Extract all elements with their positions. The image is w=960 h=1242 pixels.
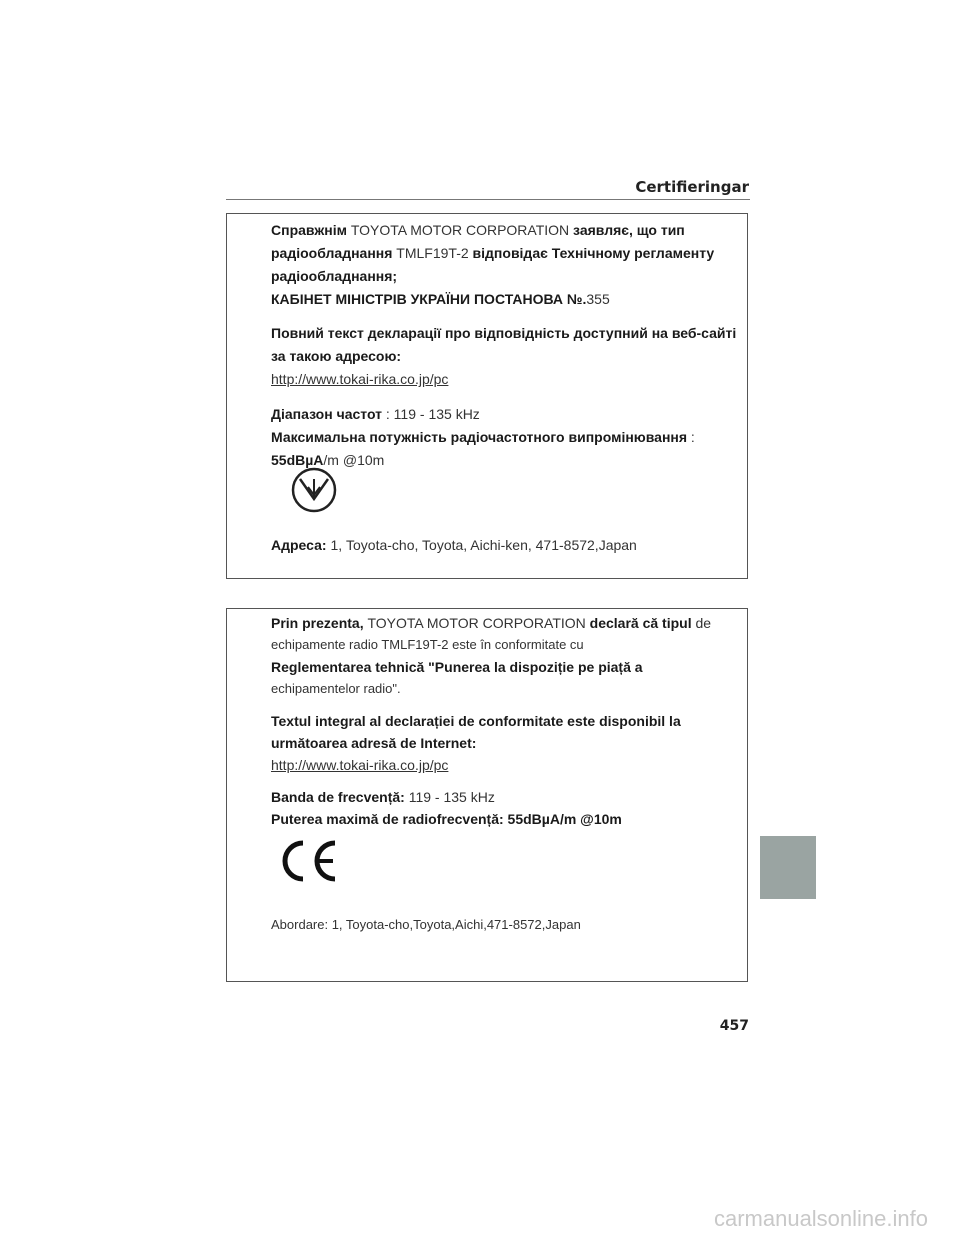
ro-line-1: Prin prezenta, TOYOTA MOTOR CORPORATION declară că tipul de — [271, 615, 712, 631]
ua-line-2: радіообладнання TMLF19T-2 відповідає Технічному регламенту — [271, 245, 715, 261]
ua-line-9: 55dBµA/m @10m — [271, 452, 385, 468]
ro-line-9: Abordare: 1, Toyota-cho,Toyota,Aichi,471-8572,Japan — [271, 917, 581, 932]
watermark: carmanualsonline.info — [713, 1206, 928, 1231]
ro-line-5: Textul integral al declarației de conformitate este disponibil la — [271, 713, 681, 729]
romanian-declaration-box — [226, 608, 748, 982]
ua-line-1: Справжнім TOYOTA MOTOR CORPORATION заявляє, що тип — [271, 222, 685, 238]
ua-line-10: Адреса: 1, Toyota-cho, Toyota, Aichi-ken, 471-8572,Japan — [271, 537, 637, 553]
ua-line-4: КАБІНЕТ МІНІСТРІВ УКРАЇНИ ПОСТАНОВА №.355 — [271, 291, 610, 307]
ro-line-8: Puterea maximă de radiofrecvență: 55dBµA/m @10m — [271, 811, 622, 827]
ro-line-2: echipamente radio TMLF19T-2 este în conformitate cu — [271, 637, 584, 652]
header-divider — [226, 199, 750, 200]
ro-line-6: următoarea adresă de Internet: — [271, 735, 477, 751]
ua-line-3: радіообладнання; — [271, 268, 398, 284]
chapter-side-tab — [760, 836, 816, 899]
ua-line-6: за такою адресою: — [271, 348, 402, 364]
ro-declaration-link[interactable]: http://www.tokai-rika.co.jp/pc — [271, 757, 449, 773]
ua-line-8: Максимальна потужність радіочастотного випромінювання : — [271, 429, 695, 445]
ro-line-4: echipamentelor radio". — [271, 681, 401, 696]
ukrsepro-mark-icon — [291, 467, 337, 513]
ro-line-7: Banda de frecvență: 119 - 135 kHz — [271, 789, 495, 805]
ua-line-5: Повний текст декларації про відповідність доступний на веб-сайті — [271, 325, 737, 341]
page-number: 457 — [719, 1018, 749, 1034]
ro-line-3: Reglementarea tehnică "Punerea la dispoziție pe piață a — [271, 659, 643, 675]
ua-line-7: Діапазон частот : 119 - 135 kHz — [271, 406, 480, 422]
ce-mark-icon — [275, 839, 339, 883]
section-title: Certifieringar — [635, 178, 749, 196]
ukrainian-declaration-box — [226, 213, 748, 579]
ua-declaration-link[interactable]: http://www.tokai-rika.co.jp/pc — [271, 371, 449, 387]
